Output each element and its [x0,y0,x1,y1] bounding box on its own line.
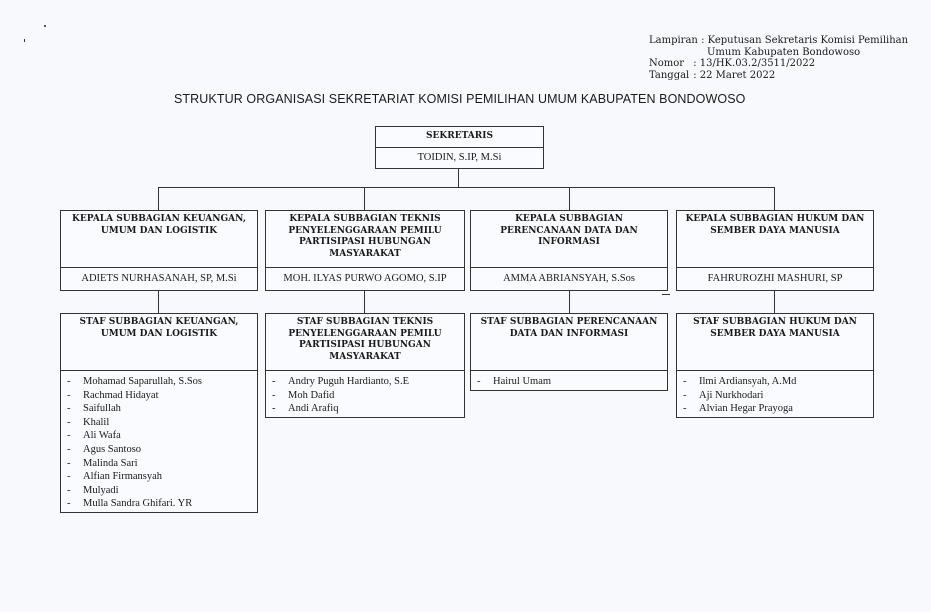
connector-line [158,187,159,210]
staff-member: - Mohamad Saparullah, S.Sos [67,375,257,389]
staff-box-hukum [676,313,874,418]
staff-position: STAF SUBBAGIAN KEUANGAN, UMUM DAN LOGISTIK [61,314,257,371]
connector-line [158,187,774,188]
head-box-teknis [265,210,465,291]
tanggal-label: Tanggal [649,69,690,81]
head-name: FAHRUROZHI MASHURI, SP [707,273,843,284]
staff-member: - Alfian Firmansyah [67,470,257,484]
head-position: KEPALA SUBBAGIAN HUKUM DAN SEMBER DAYA MANUSIA [677,211,873,268]
tanggal-value: : 22 Maret 2022 [693,69,776,81]
lampiran-value: : Keputusan Sekretaris Komisi Pemilihan [701,35,909,46]
staff-list [266,371,464,418]
nomor-value: : 13/HK.03.2/3511/2022 [693,58,816,69]
staff-box-perencanaan [470,313,668,391]
lampiran-row [649,35,908,47]
connector-line [158,290,159,313]
head-position: KEPALA SUBBAGIAN KEUANGAN, UMUM DAN LOGISTIK [61,211,257,268]
scan-mark [662,294,670,295]
connector-line [364,290,365,313]
staff-member: - Ali Wafa [67,429,257,443]
head-name: MOH. ILYAS PURWO AGOMO, S.IP [283,273,447,284]
connector-line [364,187,365,210]
staff-member: - Khalil [67,416,257,430]
scan-speck [24,39,25,42]
nomor-label: Nomor [649,58,685,69]
connector-line [569,290,570,313]
connector-line [458,169,459,187]
staff-member: - Ilmi Ardiansyah, A.Md [683,375,873,389]
staff-member: - Andi Arafiq [272,402,464,416]
head-name: AMMA ABRIANSYAH, S.Sos [503,273,635,284]
staff-member: - Agus Santoso [67,443,257,457]
staff-position: STAF SUBBAGIAN TEKNIS PENYELENGGARAAN PEMILU PARTISIPASI HUBUNGAN MASYARAKAT [266,314,464,371]
staff-box-teknis [265,313,465,418]
staff-member: - Mulla Sandra Ghifari. YR [67,497,257,511]
head-box-hukum [676,210,874,291]
staff-member: - Alvian Hegar Prayoga [683,402,873,416]
scan-speck [44,25,46,27]
staff-member: - Malinda Sari [67,457,257,471]
head-position: KEPALA SUBBAGIAN TEKNIS PENYELENGGARAAN PEMILU PARTISIPASI HUBUNGAN MASYARAKAT [266,211,464,268]
staff-box-keuangan [60,313,258,513]
staff-member: - Andry Puguh Hardianto, S.E [272,375,464,389]
nomor-row [649,58,908,70]
staff-member: - Aji Nurkhodari [683,389,873,403]
lampiran-value-line2: Umum Kabupaten Bondowoso [707,46,861,58]
staff-member: - Hairul Umam [477,375,667,389]
head-name: ADIETS NURHASANAH, SP, M.Si [81,273,237,284]
connector-line [774,187,775,210]
page-title: STRUKTUR ORGANISASI SEKRETARIAT KOMISI PEMILIHAN UMUM KABUPATEN BONDOWOSO [174,92,746,106]
staff-member: - Saifullah [67,402,257,416]
secretary-box [375,126,544,169]
connector-line [569,187,570,210]
staff-member: - Mulyadi [67,484,257,498]
staff-list [471,371,667,391]
head-position: KEPALA SUBBAGIAN PERENCANAAN DATA DAN INFORMASI [471,211,667,268]
head-box-keuangan [60,210,258,291]
staff-list [61,371,257,513]
secretary-name: TOIDIN, S.IP, M.Si [417,152,502,163]
attachment-block [649,35,908,81]
staff-position: STAF SUBBAGIAN PERENCANAAN DATA DAN INFORMASI [471,314,667,371]
staff-member: - Rachmad Hidayat [67,389,257,403]
staff-member: - Moh Dafid [272,389,464,403]
connector-line [774,290,775,313]
secretary-position: SEKRETARIS [376,127,543,148]
lampiran-label: Lampiran [649,35,698,46]
tanggal-row [649,70,908,82]
staff-list [677,371,873,418]
head-box-perencanaan [470,210,668,291]
staff-position: STAF SUBBAGIAN HUKUM DAN SEMBER DAYA MANUSIA [677,314,873,371]
